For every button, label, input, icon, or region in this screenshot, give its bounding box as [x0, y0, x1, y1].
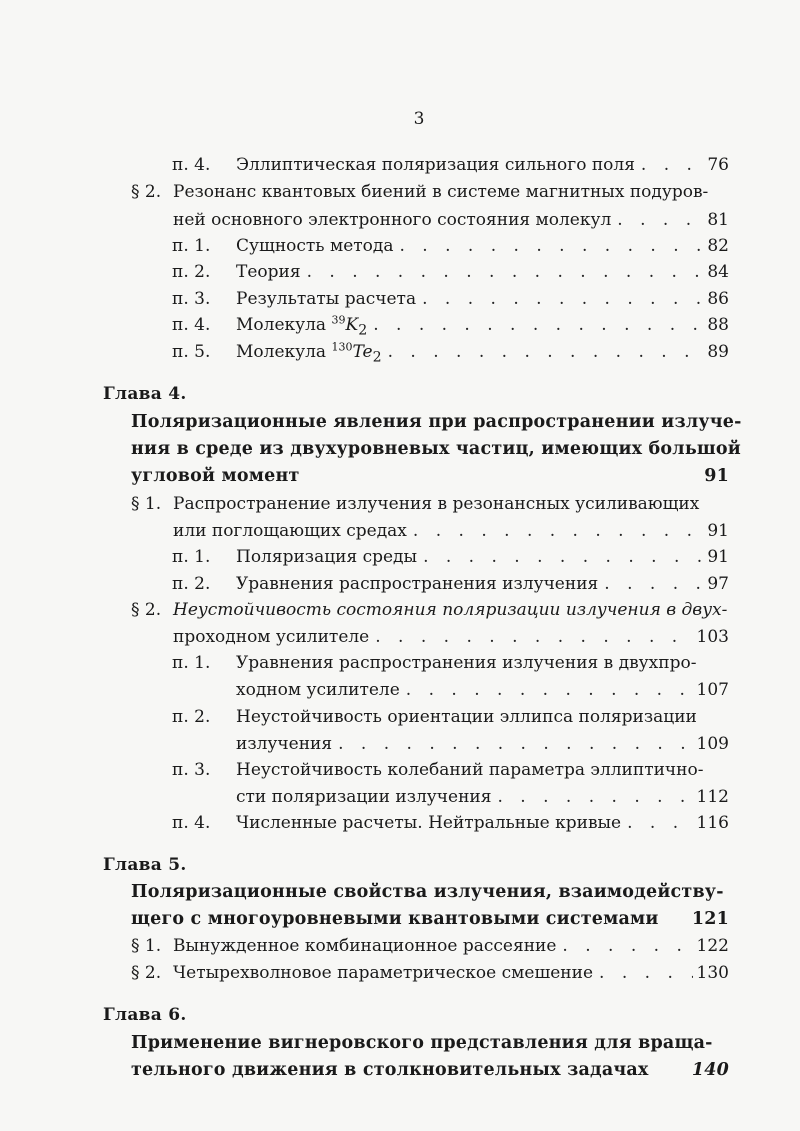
leader-dots [593, 963, 693, 983]
toc-entry[interactable]: п. 1. Уравнения распространения излучения в двухпро- [172, 653, 697, 673]
toc-page-number: 140 [691, 1060, 729, 1080]
toc-page-number: 112 [696, 787, 729, 807]
leader-dots [598, 574, 703, 594]
toc-entry-continuation[interactable]: проходном усилителе . . . 103 [173, 627, 729, 647]
toc-page-number: 130 [696, 963, 729, 983]
chapter-title[interactable]: Применение вигнеровского представления для враща- [131, 1033, 713, 1053]
toc-entry[interactable]: п. 1. Поляризация среды . . . 91 [172, 547, 729, 567]
leader-dots [635, 155, 703, 175]
leader-dots [621, 813, 692, 833]
leader-dots [367, 315, 703, 335]
chapter-title[interactable]: щего с многоуровневыми квантовыми системами 121 [131, 909, 729, 929]
toc-page-number: 91 [707, 521, 729, 541]
leader-dots [417, 547, 703, 567]
leader-dots [332, 734, 692, 754]
chapter-title[interactable]: угловой момент 91 [131, 466, 729, 486]
leader-dots [394, 236, 704, 256]
toc-entry[interactable]: п. 3. Результаты расчета . . . 86 [172, 289, 729, 309]
leader-dots [556, 936, 692, 956]
toc-entry-continuation[interactable]: ходном усилителе . . . 107 [236, 680, 729, 700]
toc-entry[interactable]: § 2. Неустойчивость состояния поляризации излучения в двух- [131, 600, 728, 620]
toc-page-number: 81 [707, 210, 729, 230]
toc-page-number: 91 [704, 466, 729, 486]
leader-dots [416, 289, 703, 309]
toc-entry[interactable]: § 1. Распространение излучения в резонансных усиливающих [131, 494, 700, 514]
toc-page-number: 122 [696, 936, 729, 956]
leader-dots [369, 627, 692, 647]
toc-entry[interactable]: п. 2. Уравнения распространения излучения . . . 97 [172, 574, 729, 594]
molecule-formula: Te [352, 342, 373, 362]
leader-dots [301, 262, 704, 282]
chapter-title[interactable]: Поляризационные свойства излучения, взаимодейству- [131, 882, 724, 902]
toc-entry[interactable]: п. 2. Теория . . . 84 [172, 262, 729, 282]
toc-entry[interactable]: п. 1. Сущность метода . . . 82 [172, 236, 729, 256]
chapter-heading: Глава 5. [103, 855, 187, 875]
toc-entry[interactable]: п. 3. Неустойчивость колебаний параметра эллиптично- [172, 760, 704, 780]
isotope-number: 130 [331, 340, 353, 354]
chapter-title[interactable]: тельного движения в столкновительных задачах 140 [131, 1060, 729, 1080]
toc-entry[interactable]: § 1. Вынужденное комбинационное рассеяние . . . 122 [131, 936, 729, 956]
toc-page-number: 107 [696, 680, 729, 700]
toc-entry-continuation[interactable]: излучения . . . 109 [236, 734, 729, 754]
leader-dots [407, 521, 703, 541]
toc-page-number: 84 [707, 262, 729, 282]
page-number: 3 [413, 109, 425, 129]
chapter-title[interactable]: ния в среде из двухуровневых частиц, имеющих большой [131, 439, 741, 459]
toc-entry[interactable]: п. 4. Молекула $^{39}K_2$ . . . 88 [172, 315, 729, 340]
toc-page-number: 109 [696, 734, 729, 754]
toc-page-number: 103 [696, 627, 729, 647]
toc-page-number: 97 [707, 574, 729, 594]
toc-page-number: 82 [707, 236, 729, 256]
toc-entry[interactable]: § 2. Четырехволновое параметрическое смешение . . . 130 [131, 963, 729, 983]
isotope-number: 39 [331, 313, 346, 327]
chapter-heading: Глава 4. [103, 384, 187, 404]
toc-page-number: 89 [707, 342, 729, 362]
leader-dots [491, 787, 692, 807]
molecule-formula: K [345, 315, 359, 335]
toc-entry-continuation[interactable]: ней основного электронного состояния молекул . . . 81 [173, 210, 729, 230]
chapter-title[interactable]: Поляризационные явления при распространении излуче- [131, 412, 742, 432]
toc-page-number: 116 [696, 813, 729, 833]
toc-page-number: 121 [691, 909, 729, 929]
leader-dots [400, 680, 693, 700]
toc-page-number: 86 [707, 289, 729, 309]
toc-entry-continuation[interactable]: сти поляризации излучения . . . 112 [236, 787, 729, 807]
leader-dots [611, 210, 703, 230]
toc-page-number: 76 [707, 155, 729, 175]
toc-entry[interactable]: п. 5. Молекула $^{130}Te_2$ . . . 89 [172, 342, 729, 367]
toc-entry[interactable]: п. 2. Неустойчивость ориентации эллипса поляризации [172, 707, 697, 727]
toc-page-number: 88 [707, 315, 729, 335]
toc-entry-continuation[interactable]: или поглощающих средах . . . 91 [173, 521, 729, 541]
toc-entry[interactable]: п. 4. Эллиптическая поляризация сильного поля . . . 76 [172, 155, 729, 175]
toc-entry[interactable]: § 2. Резонанс квантовых биений в системе магнитных подуров- [131, 182, 709, 202]
leader-dots [382, 342, 704, 362]
toc-page-number: 91 [707, 547, 729, 567]
toc-entry[interactable]: п. 4. Численные расчеты. Нейтральные кривые . . . 116 [172, 813, 729, 833]
chapter-heading: Глава 6. [103, 1005, 187, 1025]
